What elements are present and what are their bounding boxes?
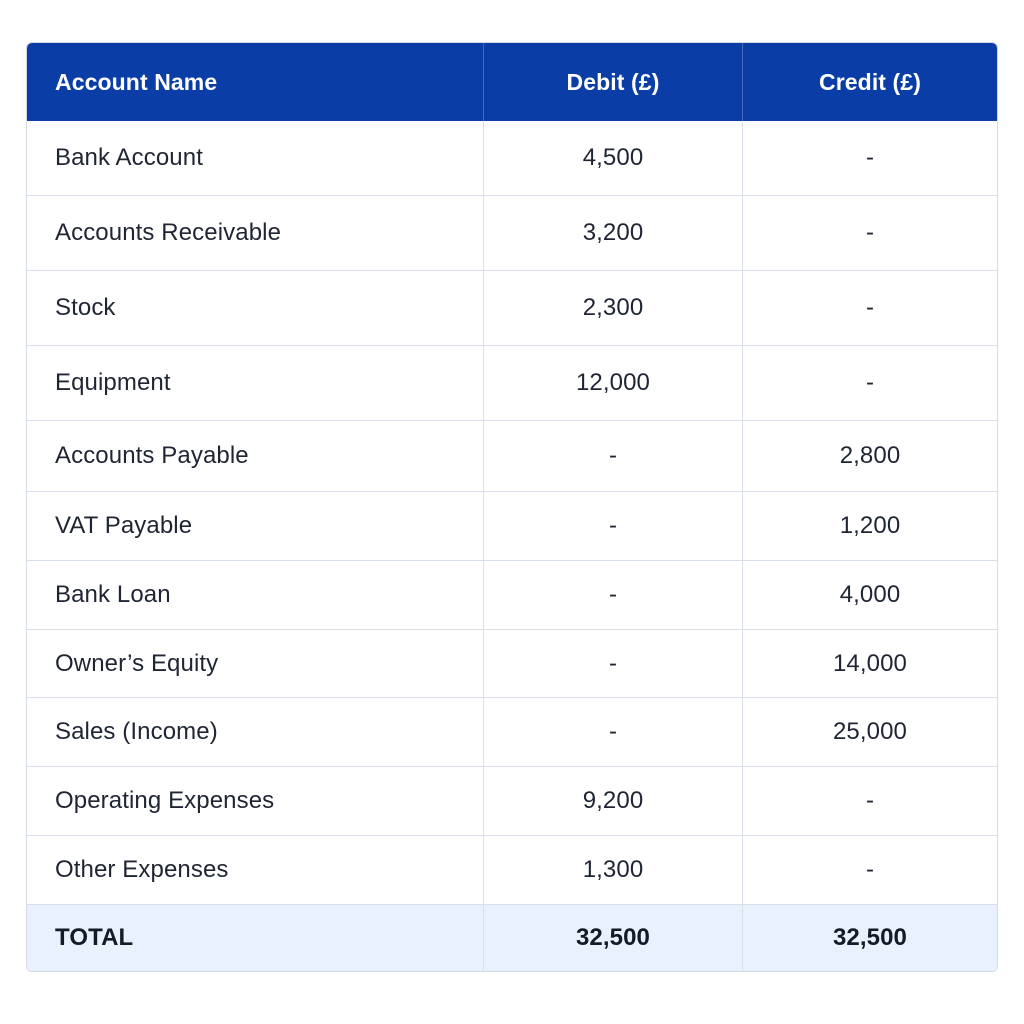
row-account-name: Other Expenses (27, 836, 484, 905)
row-account-name: Owner’s Equity (27, 630, 484, 698)
row-credit: 2,800 (743, 421, 997, 492)
column-header-debit: Debit (£) (484, 43, 743, 121)
row-credit: - (743, 121, 997, 196)
row-debit: - (484, 630, 743, 698)
row-account-name: Stock (27, 271, 484, 346)
row-credit: 25,000 (743, 698, 997, 767)
row-debit: - (484, 698, 743, 767)
row-credit: - (743, 346, 997, 421)
total-debit: 32,500 (484, 905, 743, 971)
column-header-account-name: Account Name (27, 43, 484, 121)
row-account-name: Bank Loan (27, 561, 484, 630)
row-credit: 4,000 (743, 561, 997, 630)
row-account-name: Equipment (27, 346, 484, 421)
row-account-name: Sales (Income) (27, 698, 484, 767)
row-credit: - (743, 836, 997, 905)
row-credit: - (743, 767, 997, 836)
row-credit: 14,000 (743, 630, 997, 698)
row-debit: - (484, 561, 743, 630)
row-credit: - (743, 196, 997, 271)
row-debit: - (484, 421, 743, 492)
total-credit: 32,500 (743, 905, 997, 971)
total-label: TOTAL (27, 905, 484, 971)
row-account-name: VAT Payable (27, 492, 484, 561)
row-debit: 9,200 (484, 767, 743, 836)
table-grid (27, 43, 997, 971)
row-account-name: Operating Expenses (27, 767, 484, 836)
column-header-credit: Credit (£) (743, 43, 997, 121)
row-account-name: Accounts Payable (27, 421, 484, 492)
row-debit: 2,300 (484, 271, 743, 346)
row-debit: - (484, 492, 743, 561)
row-account-name: Bank Account (27, 121, 484, 196)
row-debit: 4,500 (484, 121, 743, 196)
row-credit: 1,200 (743, 492, 997, 561)
row-account-name: Accounts Receivable (27, 196, 484, 271)
row-debit: 12,000 (484, 346, 743, 421)
row-credit: - (743, 271, 997, 346)
row-debit: 1,300 (484, 836, 743, 905)
row-debit: 3,200 (484, 196, 743, 271)
trial-balance-table (26, 42, 998, 972)
